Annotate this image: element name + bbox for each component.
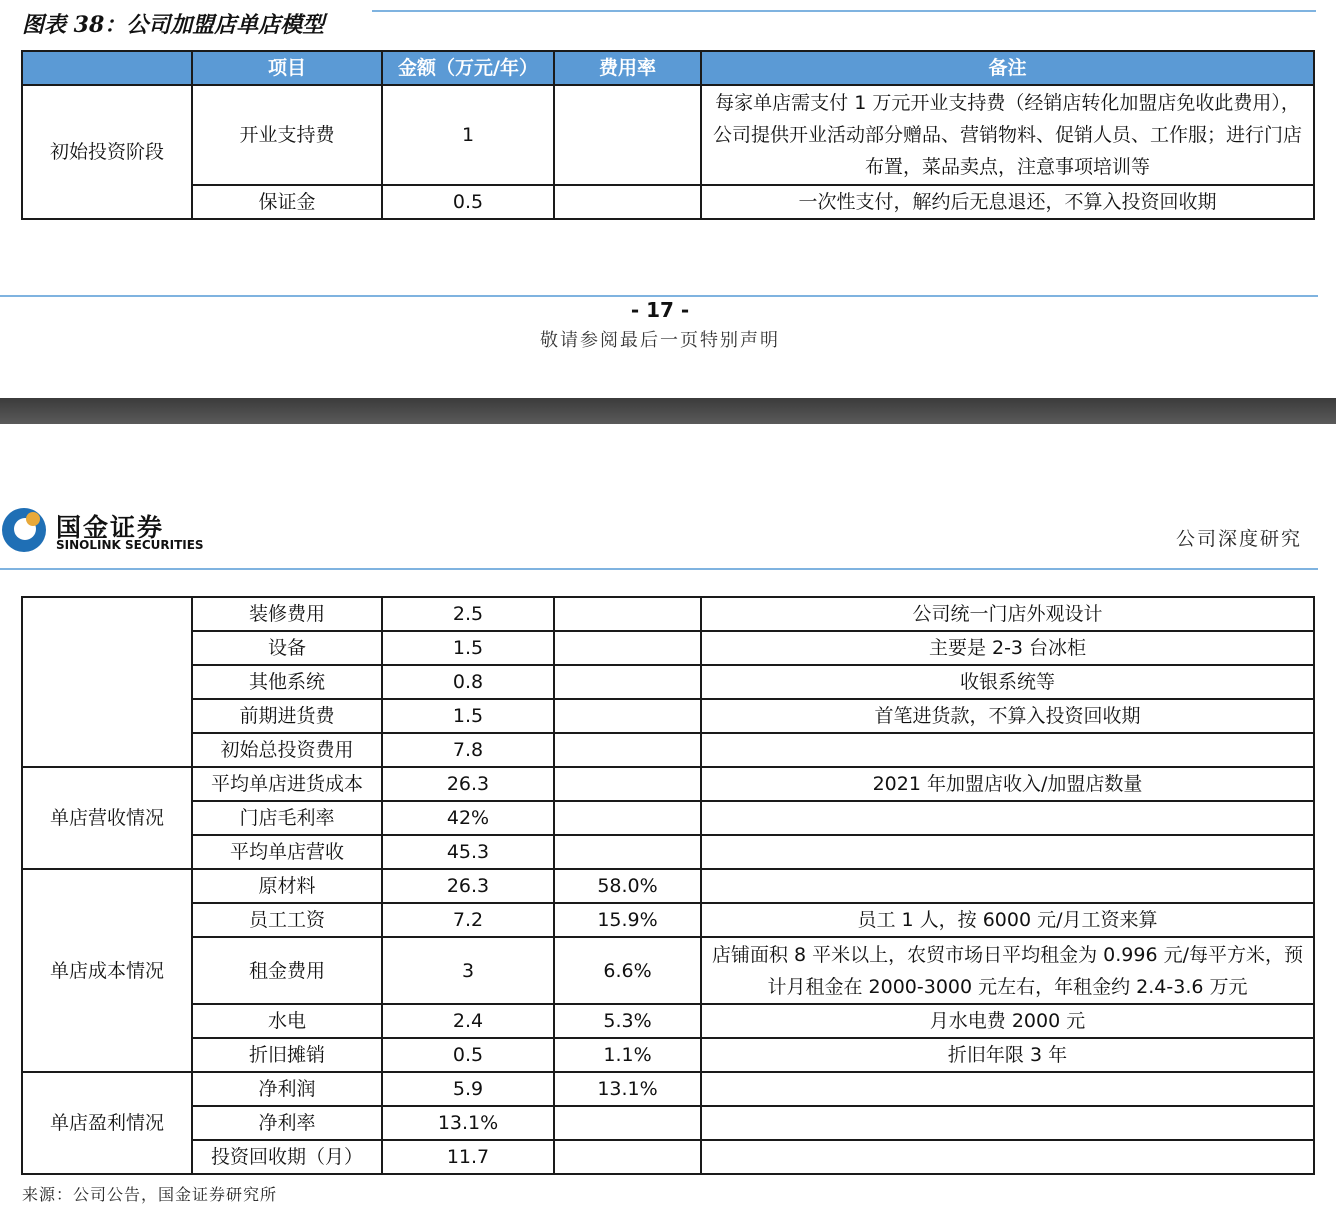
item-cell: 其他系统 (192, 665, 382, 699)
note-cell: 主要是 2-3 台冰柜 (701, 631, 1314, 665)
table-row (22, 1106, 1314, 1140)
table-row (22, 631, 1314, 665)
table-row (22, 733, 1314, 767)
note-cell: 一次性支付，解约后无息退还，不算入投资回收期 (701, 185, 1314, 219)
rate-cell: 6.6% (554, 937, 701, 1004)
rate-cell (554, 733, 701, 767)
amount-cell: 1 (382, 85, 554, 185)
item-cell: 折旧摊销 (192, 1038, 382, 1072)
rate-cell (554, 185, 701, 219)
note-cell: 月水电费 2000 元 (701, 1004, 1314, 1038)
stage-cell: 单店盈利情况 (22, 1072, 192, 1174)
note-cell: 收银系统等 (701, 665, 1314, 699)
rate-cell (554, 631, 701, 665)
table-row (22, 1004, 1314, 1038)
item-cell: 开业支持费 (192, 85, 382, 185)
item-cell: 净利率 (192, 1106, 382, 1140)
note-cell: 2021 年加盟店收入/加盟店数量 (701, 767, 1314, 801)
page-separator (0, 398, 1336, 424)
item-cell: 租金费用 (192, 937, 382, 1004)
note-cell: 首笔进货款，不算入投资回收期 (701, 699, 1314, 733)
table-row (22, 1072, 1314, 1106)
amount-cell: 13.1% (382, 1106, 554, 1140)
table-row (22, 665, 1314, 699)
rate-cell (554, 85, 701, 185)
rate-cell (554, 1140, 701, 1174)
report-type-label: 公司深度研究 (1175, 528, 1302, 550)
item-cell: 保证金 (192, 185, 382, 219)
source-note: 来源：公司公告，国金证券研究所 (22, 1185, 278, 1204)
item-cell: 水电 (192, 1004, 382, 1038)
rate-cell (554, 1106, 701, 1140)
rate-cell (554, 699, 701, 733)
note-cell (701, 1106, 1314, 1140)
header-rule (0, 568, 1318, 570)
amount-cell: 0.5 (382, 185, 554, 219)
note-cell: 折旧年限 3 年 (701, 1038, 1314, 1072)
figure-title: 图表 38：公司加盟店单店模型 (22, 12, 325, 38)
logo-dot-icon (26, 512, 40, 526)
note-cell (701, 869, 1314, 903)
logo-mark-icon (2, 508, 46, 552)
stage-cell: 初始投资阶段 (22, 85, 192, 219)
item-cell: 门店毛利率 (192, 801, 382, 835)
amount-cell: 42% (382, 801, 554, 835)
amount-cell: 1.5 (382, 631, 554, 665)
note-cell (701, 801, 1314, 835)
table-row (22, 85, 1314, 185)
note-cell (701, 733, 1314, 767)
note-cell: 员工 1 人，按 6000 元/月工资来算 (701, 903, 1314, 937)
amount-cell: 0.8 (382, 665, 554, 699)
table-row (22, 801, 1314, 835)
table-header-row (22, 51, 1314, 85)
header-note: 备注 (701, 51, 1314, 85)
note-cell: 店铺面积 8 平米以上，农贸市场日平均租金为 0.996 元/每平方米，预计月租金在 2000-3000 元左右，年租金约 2.4-3.6 万元 (701, 937, 1314, 1004)
header-stage-cell (22, 51, 192, 85)
amount-cell: 26.3 (382, 767, 554, 801)
table-row (22, 767, 1314, 801)
item-cell: 装修费用 (192, 597, 382, 631)
amount-cell: 2.5 (382, 597, 554, 631)
item-cell: 员工工资 (192, 903, 382, 937)
footer-rule (0, 295, 1318, 297)
note-cell: 公司统一门店外观设计 (701, 597, 1314, 631)
store-model-table-part2 (21, 596, 1315, 1175)
note-cell (701, 1072, 1314, 1106)
logo-name-cn: 国金证券 (56, 513, 165, 542)
stage-cell: 单店成本情况 (22, 869, 192, 1072)
table-row (22, 937, 1314, 1004)
table-row (22, 699, 1314, 733)
header-item: 项目 (192, 51, 382, 85)
rate-cell: 15.9% (554, 903, 701, 937)
rate-cell (554, 665, 701, 699)
item-cell: 投资回收期（月） (192, 1140, 382, 1174)
disclaimer-text: 敬请参阅最后一页特别声明 (540, 330, 780, 351)
table-row (22, 869, 1314, 903)
amount-cell: 26.3 (382, 869, 554, 903)
item-cell: 原材料 (192, 869, 382, 903)
table-row (22, 185, 1314, 219)
amount-cell: 7.2 (382, 903, 554, 937)
page-number: - 17 - (630, 298, 690, 322)
amount-cell: 7.8 (382, 733, 554, 767)
logo-name-en: SINOLINK SECURITIES (56, 538, 204, 552)
header-rate: 费用率 (554, 51, 701, 85)
table-row (22, 1140, 1314, 1174)
table-row (22, 1038, 1314, 1072)
item-cell: 前期进货费 (192, 699, 382, 733)
rate-cell (554, 835, 701, 869)
rate-cell (554, 597, 701, 631)
item-cell: 平均单店进货成本 (192, 767, 382, 801)
table-row (22, 597, 1314, 631)
amount-cell: 11.7 (382, 1140, 554, 1174)
amount-cell: 2.4 (382, 1004, 554, 1038)
amount-cell: 5.9 (382, 1072, 554, 1106)
rate-cell (554, 801, 701, 835)
note-cell: 每家单店需支付 1 万元开业支持费（经销店转化加盟店免收此费用），公司提供开业活动部分赠品、营销物料、促销人员、工作服；进行门店布置，菜品卖点，注意事项培训等 (701, 85, 1314, 185)
rate-cell: 1.1% (554, 1038, 701, 1072)
report-page-17 (0, 0, 1336, 398)
report-page-18 (0, 424, 1336, 1210)
item-cell: 净利润 (192, 1072, 382, 1106)
table-row (22, 903, 1314, 937)
stage-cell: 单店营收情况 (22, 767, 192, 869)
item-cell: 初始总投资费用 (192, 733, 382, 767)
amount-cell: 45.3 (382, 835, 554, 869)
rate-cell: 58.0% (554, 869, 701, 903)
company-logo (0, 506, 210, 558)
amount-cell: 1.5 (382, 699, 554, 733)
note-cell (701, 835, 1314, 869)
store-model-table-part1 (21, 50, 1315, 220)
table-row (22, 835, 1314, 869)
item-cell: 平均单店营收 (192, 835, 382, 869)
amount-cell: 3 (382, 937, 554, 1004)
rate-cell (554, 767, 701, 801)
note-cell (701, 1140, 1314, 1174)
item-cell: 设备 (192, 631, 382, 665)
rate-cell: 5.3% (554, 1004, 701, 1038)
title-rule (372, 10, 1316, 12)
stage-cell (22, 597, 192, 767)
amount-cell: 0.5 (382, 1038, 554, 1072)
header-amount: 金额（万元/年） (382, 51, 554, 85)
rate-cell: 13.1% (554, 1072, 701, 1106)
